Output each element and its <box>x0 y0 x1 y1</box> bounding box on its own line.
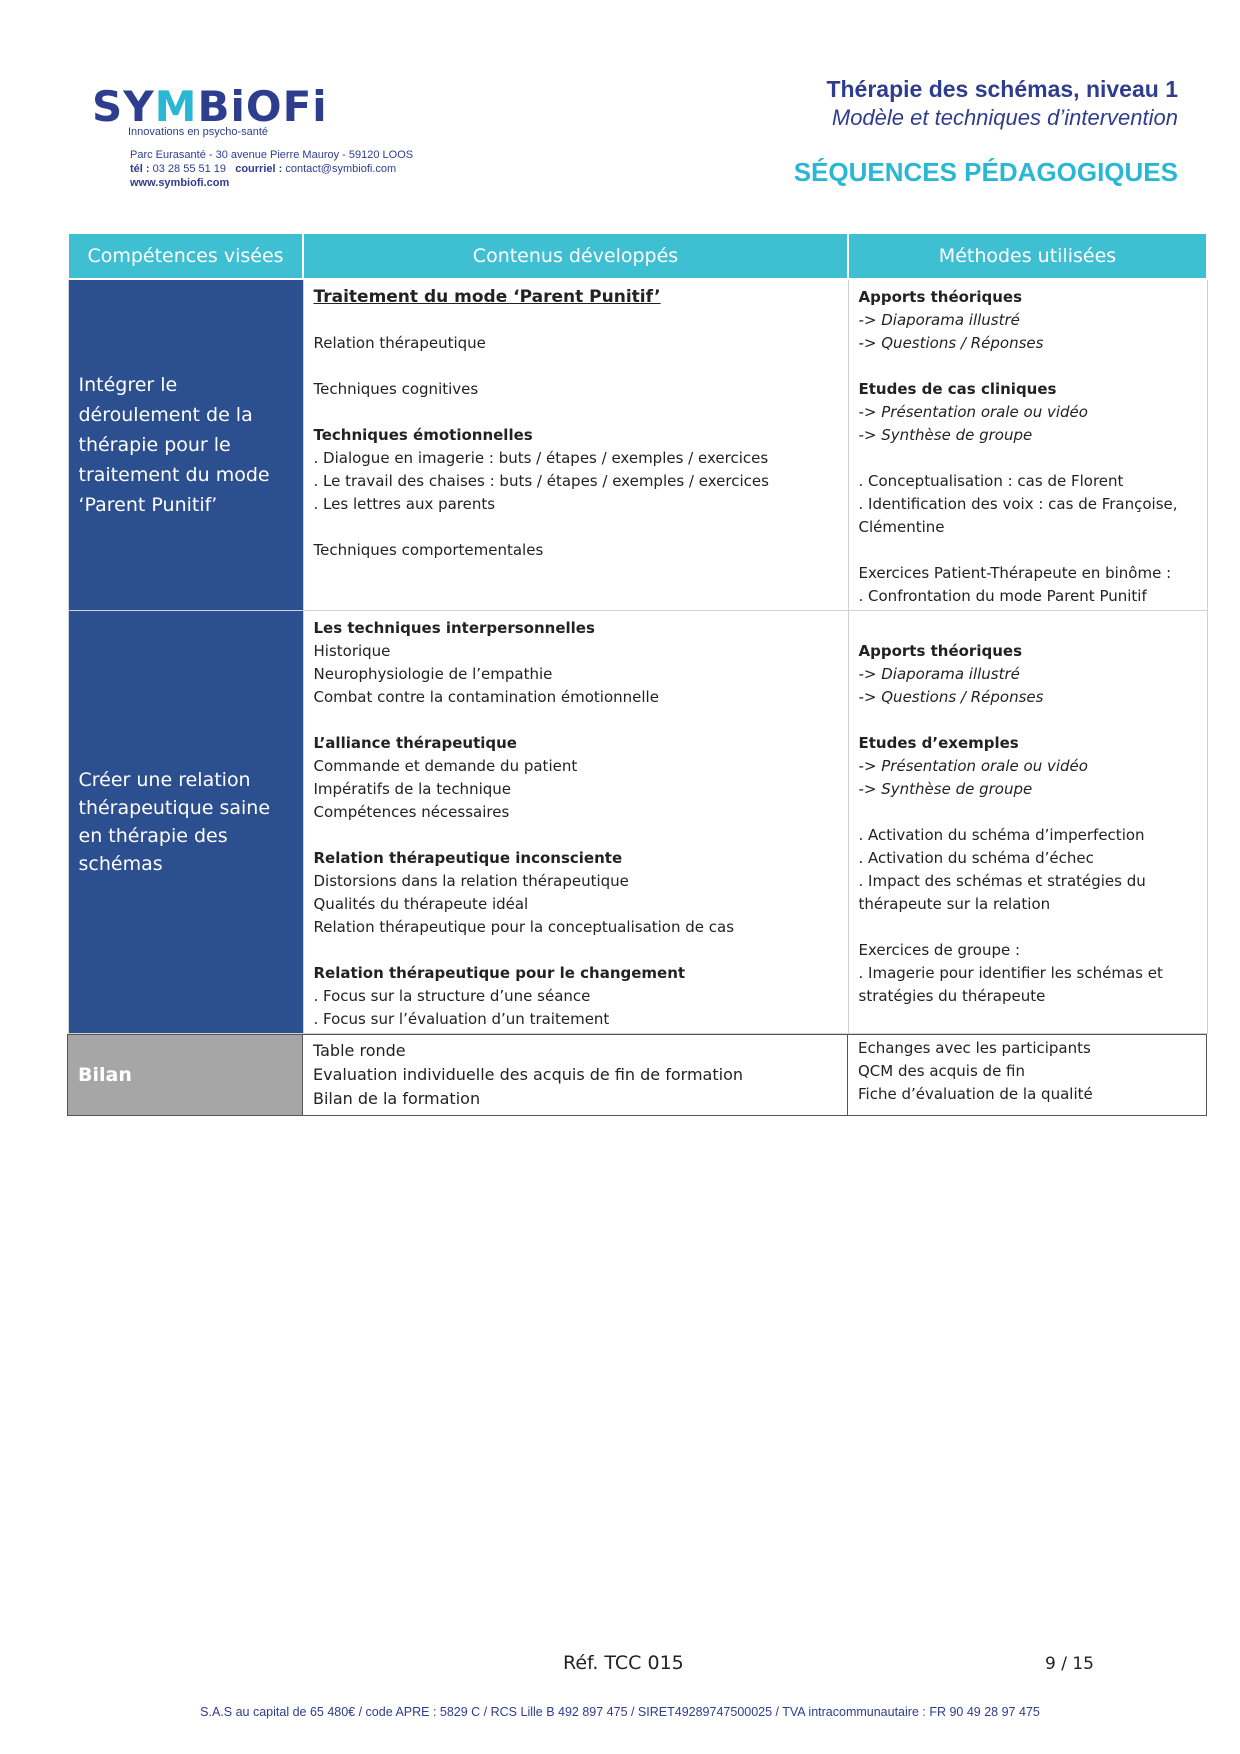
header-contenus: Contenus développés <box>303 233 848 279</box>
spacer <box>314 355 838 378</box>
competence-cell: Créer une relation thérapeutique saine en thérapie des schémas <box>68 611 303 1034</box>
content-cell <box>303 279 848 611</box>
bilan-row <box>68 1035 1207 1116</box>
cell-line: . Focus sur la structure d’une séance <box>313 987 591 1005</box>
cell-line: Relation thérapeutique inconsciente <box>313 849 623 867</box>
cell-line: . Activation du schéma d’imperfection <box>858 826 1145 844</box>
header-competences: Compétences visées <box>68 233 303 279</box>
website-line: www.symbiofi.com <box>130 177 230 189</box>
address-line: Parc Eurasanté - 30 avenue Pierre Mauroy - 59120 LOOS <box>130 149 414 161</box>
spacer <box>314 516 838 539</box>
methods-cell <box>848 279 1207 611</box>
spacer <box>859 916 1197 939</box>
content-cell <box>303 611 848 1034</box>
spacer <box>859 617 1197 640</box>
cell-line: L’alliance thérapeutique <box>313 734 517 752</box>
section-title: SÉQUENCES PÉDAGOGIQUES <box>793 157 1178 187</box>
cell-line: Les techniques interpersonnelles <box>313 619 595 637</box>
bilan-table <box>67 1034 1207 1116</box>
bilan-content-cell <box>303 1035 848 1116</box>
company-address-block <box>130 148 413 190</box>
cell-line: thérapeute sur la relation <box>858 895 1051 913</box>
cell-line: Etudes de cas cliniques <box>858 380 1057 398</box>
logo-tagline: Innovations en psycho-santé <box>128 126 269 138</box>
legal-footer: S.A.S au capital de 65 480€ / code APRE : 5829 C / RCS Lille B 492 897 475 / SIRET49289747500025 / TVA intracommunautaire : FR 90 49 28 97 475 <box>200 1705 1040 1719</box>
spacer <box>859 801 1197 824</box>
bilan-method-line: Fiche d’évaluation de la qualité <box>858 1085 1093 1103</box>
competence-cell: Intégrer le déroulement de la thérapie pour le traitement du mode ‘Parent Punitif’ <box>68 279 303 611</box>
cell-line: Relation thérapeutique pour la conceptualisation de cas <box>313 918 735 936</box>
bilan-content-line: Table ronde <box>313 1041 406 1060</box>
symbiofi-logo <box>92 82 328 144</box>
cell-line: . Identification des voix : cas de Françoise, <box>858 495 1178 513</box>
cell-line: -> Synthèse de groupe <box>858 426 1033 444</box>
cell-line: Exercices de groupe : <box>858 941 1021 959</box>
document-title: Thérapie des schémas, niveau 1 <box>826 76 1178 102</box>
cell-line: Apports théoriques <box>858 642 1022 660</box>
document-title-block <box>826 74 1178 132</box>
cell-line: Exercices Patient-Thérapeute en binôme : <box>858 564 1172 582</box>
spacer <box>314 309 838 332</box>
methods-cell <box>848 611 1207 1034</box>
cell-line: Relation thérapeutique <box>313 334 486 352</box>
cell-line: Historique <box>313 642 391 660</box>
cell-line: . Impact des schémas et stratégies du <box>858 872 1146 890</box>
spacer <box>859 539 1197 562</box>
cell-line: Techniques comportementales <box>313 541 544 559</box>
table-row <box>68 279 1207 611</box>
spacer <box>859 355 1197 378</box>
cell-line: Commande et demande du patient <box>313 757 578 775</box>
cell-line: -> Questions / Réponses <box>858 334 1044 352</box>
cell-line: Qualités du thérapeute idéal <box>313 895 529 913</box>
cell-line: Techniques cognitives <box>313 380 479 398</box>
cell-line: Distorsions dans la relation thérapeutique <box>313 872 629 890</box>
cell-line: . Le travail des chaises : buts / étapes / exemples / exercices <box>313 472 769 490</box>
cell-line: . Activation du schéma d’échec <box>858 849 1094 867</box>
cell-line: Combat contre la contamination émotionnelle <box>313 688 659 706</box>
spacer <box>314 709 838 732</box>
bilan-label: Bilan <box>68 1035 303 1116</box>
cell-line: -> Présentation orale ou vidéo <box>858 757 1088 775</box>
bilan-content-line: Evaluation individuelle des acquis de fin de formation <box>313 1065 743 1084</box>
cell-line: Techniques émotionnelles <box>313 426 533 444</box>
spacer <box>314 401 838 424</box>
cell-line: Etudes d’exemples <box>858 734 1019 752</box>
sequences-table <box>67 232 1208 1034</box>
cell-line: Compétences nécessaires <box>313 803 510 821</box>
spacer <box>314 824 838 847</box>
header-methodes: Méthodes utilisées <box>848 233 1207 279</box>
cell-line: Impératifs de la technique <box>313 780 511 798</box>
cell-line: . Conceptualisation : cas de Florent <box>858 472 1124 490</box>
cell-line: -> Diaporama illustré <box>858 311 1020 329</box>
cell-line: Neurophysiologie de l’empathie <box>313 665 553 683</box>
cell-line: . Les lettres aux parents <box>313 495 496 513</box>
table-row <box>68 611 1207 1034</box>
cell-line: -> Questions / Réponses <box>858 688 1044 706</box>
document-reference: Réf. TCC 015 <box>563 1652 684 1674</box>
bilan-method-line: QCM des acquis de fin <box>858 1062 1026 1080</box>
document-subtitle: Modèle et techniques d’intervention <box>831 105 1178 130</box>
cell-line: Apports théoriques <box>858 288 1022 306</box>
cell-line: . Confrontation du mode Parent Punitif <box>858 587 1147 605</box>
table-header-row <box>68 233 1207 279</box>
cell-line: Relation thérapeutique pour le changement <box>313 964 686 982</box>
contact-line: tél : 03 28 55 51 19 courriel : contact@symbiofi.com <box>130 163 397 175</box>
cell-line: . Imagerie pour identifier les schémas et <box>858 964 1163 982</box>
cell-line: -> Synthèse de groupe <box>858 780 1033 798</box>
cell-line: -> Diaporama illustré <box>858 665 1020 683</box>
cell-line: . Focus sur l’évaluation d’un traitement <box>313 1010 610 1028</box>
cell-line: stratégies du thérapeute <box>858 987 1046 1005</box>
spacer <box>859 447 1197 470</box>
bilan-methods-cell <box>848 1035 1207 1116</box>
spacer <box>314 939 838 962</box>
cell-line: -> Présentation orale ou vidéo <box>858 403 1088 421</box>
cell-line: . Dialogue en imagerie : buts / étapes / exemples / exercices <box>313 449 769 467</box>
bilan-content-line: Bilan de la formation <box>313 1089 481 1108</box>
cell-line: Traitement du mode ‘Parent Punitif’ <box>313 287 661 307</box>
logo-wordmark: SYMBiOFi <box>92 82 328 131</box>
spacer <box>859 709 1197 732</box>
page-number: 9 / 15 <box>1045 1654 1094 1674</box>
bilan-method-line: Echanges avec les participants <box>858 1039 1091 1057</box>
cell-line: Clémentine <box>858 518 945 536</box>
